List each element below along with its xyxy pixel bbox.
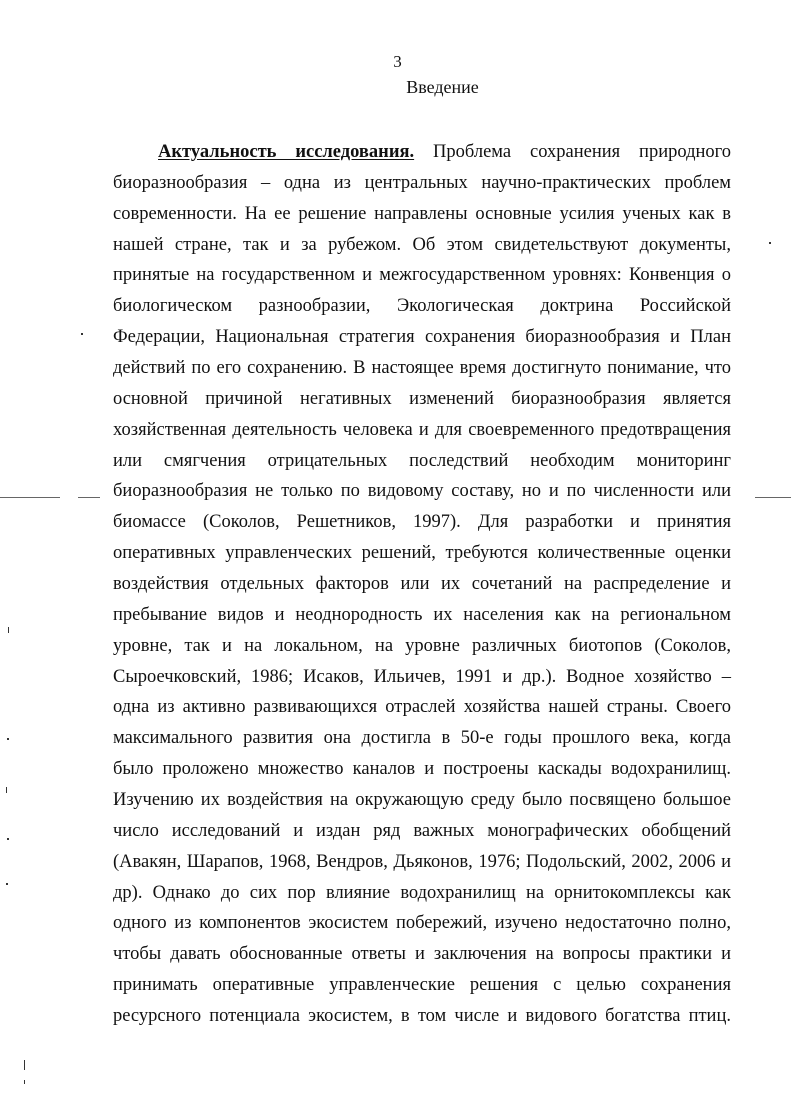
text-line: действий по его сохранению. В настоящее время достигнуто понимание, что (113, 358, 731, 379)
page-number: 3 (393, 52, 402, 71)
scan-artifact-speck (6, 787, 7, 793)
text-line: основной причиной негативных изменений биоразнообразия является (113, 388, 731, 409)
text-line: современности. На ее решение направлены основные усилия ученых как в (113, 203, 731, 224)
text-line: одного из компонентов экосистем побережий, изучено недостаточно полно, (113, 913, 731, 934)
text-line: воздействия отдельных факторов или их сочетаний на распределение и (113, 574, 731, 595)
text-line: уровне, так и на локальном, на уровне различных биотопов (Соколов, (113, 635, 731, 656)
scan-artifact-speck (24, 1060, 25, 1070)
text-line: Сыроечковский, 1986; Исаков, Ильичев, 1991 и др.). Водное хозяйство – (113, 666, 731, 687)
body-paragraph (113, 137, 731, 1032)
text-line: (Авакян, Шарапов, 1968, Вендров, Дьяконов, 1976; Подольский, 2002, 2006 и (113, 851, 731, 872)
scan-artifact-speck (81, 333, 83, 335)
text-line: было проложено множество каналов и построены каскады водохранилищ. (113, 759, 731, 780)
text-line: число исследований и издан ряд важных монографических обобщений (113, 820, 731, 841)
text-line: одна из активно развивающихся отраслей хозяйства нашей страны. Своего (113, 697, 731, 718)
text-line: или смягчения отрицательных последствий необходим мониторинг (113, 450, 731, 471)
text-line: др). Однако до сих пор влияние водохранилищ на орнитокомплексы как (113, 882, 731, 903)
text-line: биоразнообразия – одна из центральных научно-практических проблем (113, 172, 731, 193)
text-line: максимального развития она достигла в 50-е годы прошлого века, когда (113, 728, 731, 749)
text-line: чтобы давать обоснованные ответы и заключения на вопросы практики и (113, 944, 731, 965)
scan-artifact-speck (7, 738, 9, 740)
text-line: биоразнообразия не только по видовому составу, но и по численности или (113, 481, 731, 502)
text-line: оперативных управленческих решений, требуются количественные оценки (113, 543, 731, 564)
text-line: принимать оперативные управленческие решения с целью сохранения (113, 975, 731, 996)
scan-artifact-dash (755, 497, 791, 498)
scan-artifact-speck (7, 838, 9, 840)
scan-artifact-speck (6, 883, 8, 885)
text-line: хозяйственная деятельность человека и для своевременного предотвращения (113, 419, 731, 440)
text-line-rest: Проблема сохранения природного (414, 142, 732, 162)
text-line (113, 137, 731, 168)
text-line: нашей стране, так и за рубежом. Об этом свидетельствуют документы, (113, 234, 731, 255)
section-title: Введение (406, 77, 479, 97)
text-line: принятые на государственном и межгосударственном уровнях: Конвенция о (113, 265, 731, 286)
scan-artifact-dash (0, 497, 60, 498)
scan-artifact-speck (769, 242, 771, 244)
text-line: Изучению их воздействия на окружающую среду было посвящено большое (113, 790, 731, 811)
text-line: Федерации, Национальная стратегия сохранения биоразнообразия и План (113, 327, 731, 348)
text-line: биологическом разнообразии, Экологическая доктрина Российской (113, 296, 731, 317)
text-line: биомассе (Соколов, Решетников, 1997). Для разработки и принятия (113, 512, 731, 533)
scan-artifact-dash (78, 497, 100, 498)
lead-heading: Актуальность исследования. (158, 142, 415, 162)
scan-artifact-speck (8, 627, 9, 633)
scan-artifact-speck (24, 1080, 25, 1084)
text-line: ресурсного потенциала экосистем, в том числе и видового богатства птиц. (113, 1006, 731, 1027)
text-line: пребывание видов и неоднородность их населения как на региональном (113, 604, 731, 625)
